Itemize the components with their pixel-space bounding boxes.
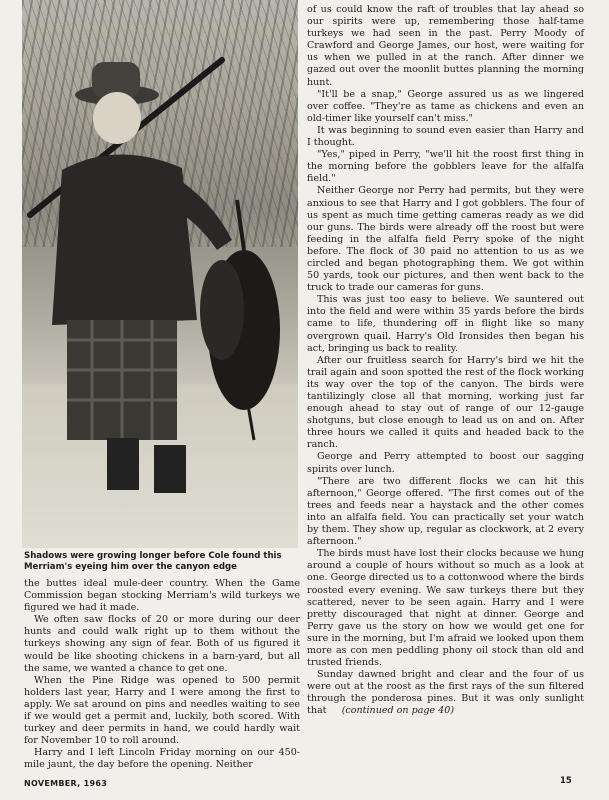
paragraph: "Yes," piped in Perry, "we'll hit the roost first thing in the morning before the gobblers leave for the alfalfa field." (307, 149, 584, 185)
paragraph: Harry and I left Lincoln Friday morning on our 450-mile jaunt, the day before the opening. Neither (24, 747, 300, 771)
paragraph: "There are two different flocks we can hit this afternoon," George offered. "The first comes out of the trees and feeds near a haystack and the other comes into an alfalfa field. You can practically set your watch by them. They show up, regular as clockwork, at 2 every afternoon." (307, 475, 584, 548)
paragraph: the buttes ideal mule-deer country. When the Game Commission began stocking Merriam's wild turkeys we figured we had it made. (24, 578, 300, 614)
paragraph: of us could know the raft of troubles that lay ahead so our spirits were up, remembering those half-tame turkeys we had seen in the past. Perry Moody of Crawford and George James, our host, were waiting for us when we pulled in at the ranch. After dinner we gazed out over the moonlit buttes planning the morning hunt. (307, 4, 584, 88)
photo-caption: Shadows were growing longer before Cole found this Merriam's eyeing him over the canyon edge (24, 551, 282, 572)
paragraph: The birds must have lost their clocks because we hung around a couple of hours without so much as a look at one. George directed us to a cottonwood where the birds roosted every evening. We saw turkeys there but they scattered, never to be seen again. Harry and I were pretty discouraged that night at dinner. George and Perry gave us the story on how we would get one for sure in the morning, but I'm afraid we looked upon them more as con men peddling phony oil stock than old and trusted friends. (307, 548, 584, 669)
paragraph-last (307, 669, 584, 717)
hunter-photo (22, 0, 298, 548)
paragraph-last-text: Sunday dawned bright and clear and the four of us were out at the roost as the first rays of the sun filtered through the ponderosa pines. But it was only sunlight that (307, 669, 584, 717)
continued-note: (continued on page 40) (341, 705, 455, 717)
page-number: 15 (560, 776, 572, 786)
paragraph: George and Perry attempted to boost our sagging spirits over lunch. (307, 451, 584, 475)
hunter-illustration (22, 0, 298, 548)
paragraph: We often saw flocks of 20 or more during our deer hunts and could walk right up to them without the turkeys showing any sign of fear. Both of us figured it would be like shooting chickens in a barn-yard, but all the same, we wanted a chance to get one. (24, 614, 300, 674)
paragraph: When the Pine Ridge was opened to 500 permit holders last year, Harry and I were among the first to apply. We sat around on pins and needles waiting to see if we would get a permit and, luckily, both scored. With turkey and deer permits in hand, we could hardly wait for November 10 to roll around. (24, 674, 300, 747)
paragraph: Neither George nor Perry had permits, but they were anxious to see that Harry and I got gobblers. The four of us spent as much time getting cameras ready as we did our guns. The birds were already off the roost but were feeding in the alfalfa field Perry spoke of the night before. The flock of 30 paid no attention to us as we circled and began photographing them. We got within 50 yards, took our pictures, and then went back to the truck to trade our cameras for guns. (307, 185, 584, 294)
issue-date: NOVEMBER, 1963 (24, 779, 108, 788)
left-column (24, 578, 300, 772)
paragraph: This was just too easy to believe. We sauntered out into the field and were within 35 yards before the birds came to life, thundering off in flight like so many overgrown quail. Harry's Old Ironsides then began his act, bringing us back to reality. (307, 294, 584, 354)
right-column (307, 4, 584, 718)
paragraph: It was beginning to sound even easier than Harry and I thought. (307, 124, 584, 149)
paragraph: "It'll be a snap," George assured us as we lingered over coffee. "They're as tame as chickens and even an old-timer like yourself can't miss." (307, 88, 584, 124)
paragraph: After our fruitless search for Harry's bird we hit the trail again and soon spotted the rest of the flock working its way over the top of the canyon. The birds were tantilizingly close all that morning, working just far enough ahead to stay out of range of our 12-gauge shotguns, but close enough to lead us on and on. After three hours we called it quits and headed back to the ranch. (307, 354, 584, 451)
